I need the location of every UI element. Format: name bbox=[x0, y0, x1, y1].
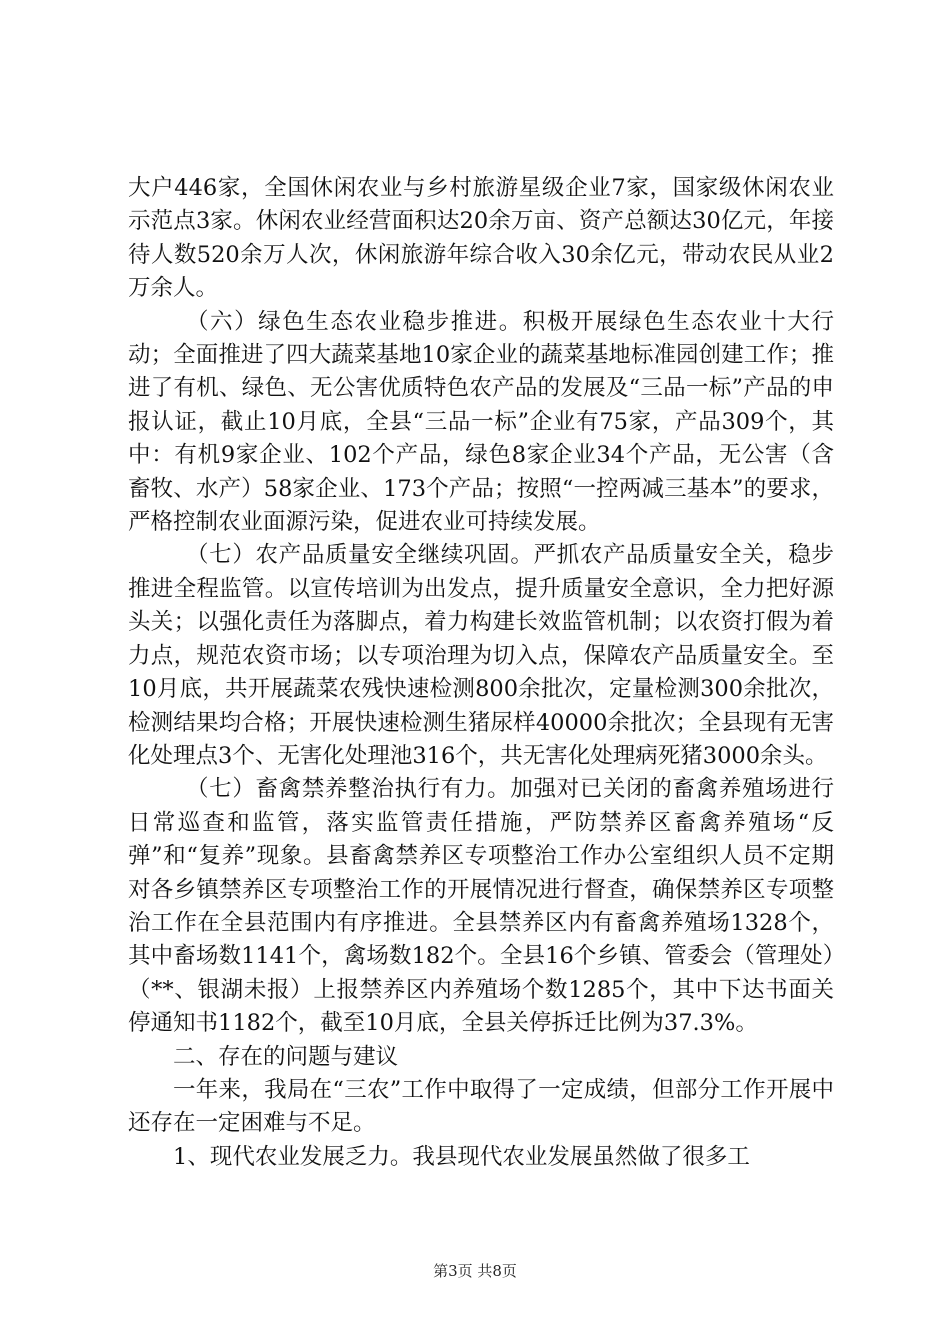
section-heading-problems: 二、存在的问题与建议 bbox=[173, 1043, 399, 1070]
page-footer: 第3页 共8页 bbox=[433, 1262, 517, 1280]
paragraph-product-quality-safety: （七）农产品质量安全继续巩固。严抓农产品质量安全关，稳步推进全程监管。以宣传培训为出发点，提升质量安全意识，全力把好源头关；以强化责任为落脚点，着力构建长效监管机制；以农资打假为着力点，规范农资市场；以专项治理为切入点，保障农产品质量安全。至10月底，共开展蔬菜农残快速检测800余批次，定量检测300余批次，检测结果均合格；开展快速检测生猪尿样40000余批次；全县现有无害化处理点3个、无害化处理池316个，共无害化处理病死猪3000余头。 bbox=[128, 542, 834, 769]
paragraph-green-ecological-agriculture: （六）绿色生态农业稳步推进。积极开展绿色生态农业十大行动；全面推进了四大蔬菜基地10家企业的蔬菜基地标准园创建工作；推进了有机、绿色、无公害优质特色农产品的发展及“三品一标”产品的申报认证，截止10月底，全县“三品一标”企业有75家，产品309个，其中：有机9家企业、102个产品，绿色8家企业34个产品，无公害（含畜牧、水产）58家企业、173个产品；按照“一控两减三基本”的要求，严格控制农业面源污染，促进农业可持续发展。 bbox=[128, 308, 834, 536]
paragraph-leisure-agriculture: 大户446家，全国休闲农业与乡村旅游星级企业7家，国家级休闲农业示范点3家。休闲农业经营面积达20余万亩、资产总额达30亿元，年接待人数520余万人次，休闲旅游年综合收入30余亿元，带动农民从业2万余人。 bbox=[128, 175, 834, 302]
document-body bbox=[128, 172, 834, 1174]
paragraph-modern-agriculture: 1、现代农业发展乏力。我县现代农业发展虽然做了很多工 bbox=[173, 1143, 750, 1170]
paragraph-year-summary: 一年来，我局在“三农”工作中取得了一定成绩，但部分工作开展中还存在一定困难与不足。 bbox=[128, 1076, 834, 1137]
paragraph-livestock-ban-rectification: （七）畜禽禁养整治执行有力。加强对已关闭的畜禽养殖场进行日常巡查和监管，落实监管责任措施，严防禁养区畜禽养殖场“反弹”和“复养”现象。县畜禽禁养区专项整治工作办公室组织人员不定期对各乡镇禁养区专项整治工作的开展情况进行督查，确保禁养区专项整治工作在全县范围内有序推进。全县禁养区内有畜禽养殖场1328个，其中畜场数1141个，禽场数182个。全县16个乡镇、管委会（管理处）（**、银湖未报）上报禁养区内养殖场个数1285个，其中下达书面关停通知书1182个，截至10月底，全县关停拆迁比例为37.3%。 bbox=[128, 776, 834, 1037]
